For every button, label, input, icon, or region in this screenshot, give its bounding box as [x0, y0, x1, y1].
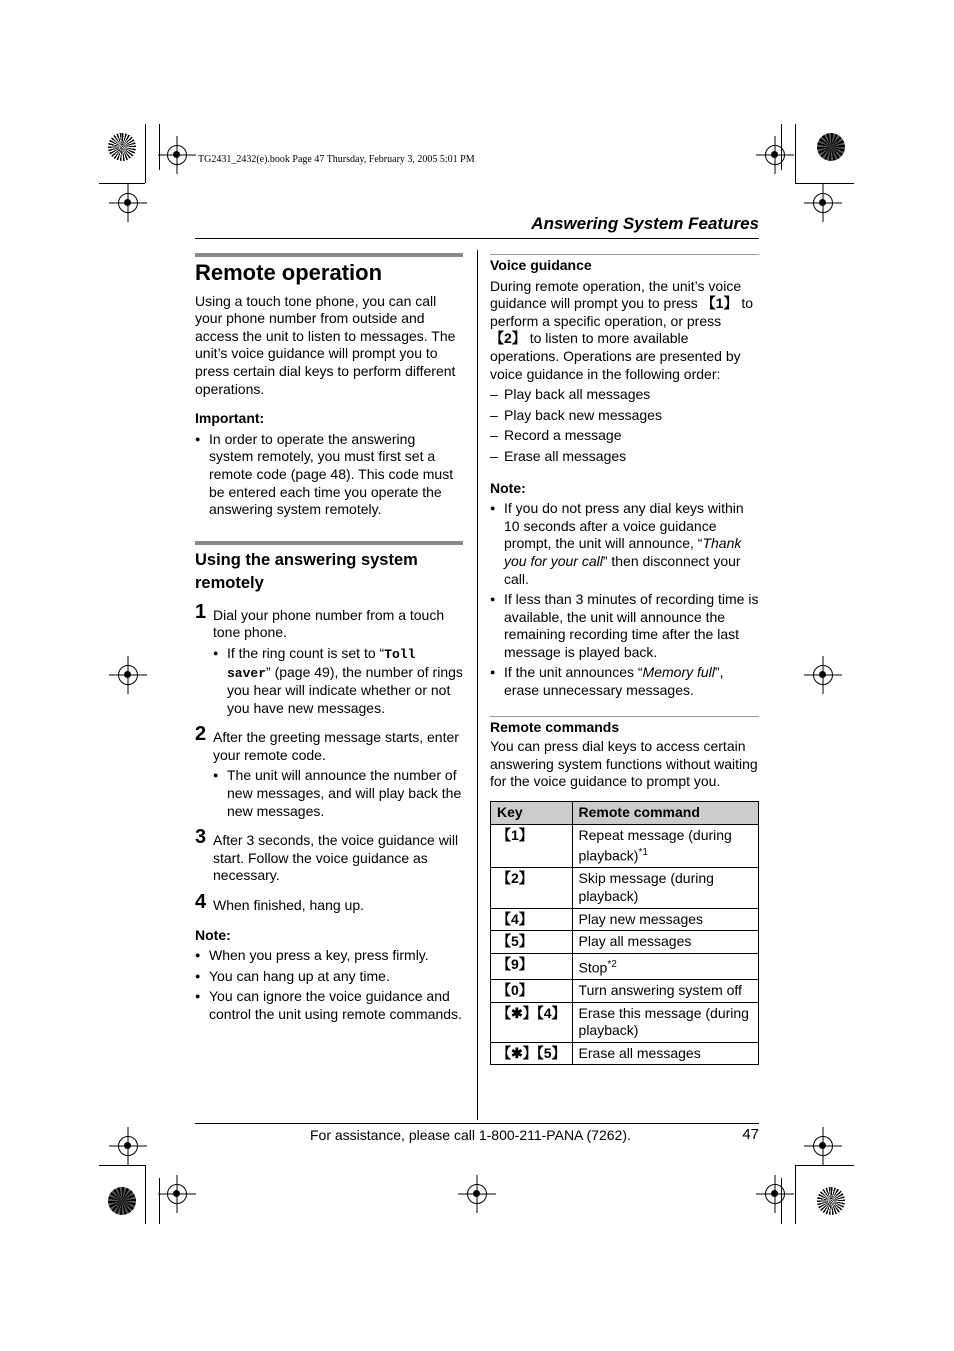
key-cell: 【5】	[491, 931, 573, 954]
step-text: After 3 seconds, the voice guidance will start. Follow the voice guidance as necessary.	[213, 832, 459, 884]
crosshair-icon	[118, 193, 138, 213]
note-item: ● You can hang up at any time.	[195, 968, 463, 986]
left-column	[195, 260, 463, 1024]
remote-commands-title: Remote commands	[490, 718, 620, 735]
page-number: 47	[742, 1126, 759, 1143]
file-info: TG2431_2432(e).book Page 47 Thursday, February 3, 2005 5:01 PM	[198, 154, 475, 165]
key-2-label: 【2】	[490, 330, 526, 347]
important-label: Important:	[195, 410, 265, 427]
footer-rule	[195, 1123, 759, 1124]
crosshair-icon	[765, 145, 785, 165]
key-cell: 【9】	[491, 953, 573, 979]
key-cell: 【1】	[491, 824, 573, 868]
registration-target-icon	[108, 1187, 136, 1215]
note-item: ● If you do not press any dial keys within 10 seconds after a voice guidance prompt, the unit will announce, “Thank you for your call” then disconnect your call.	[490, 500, 759, 588]
table-row	[491, 824, 759, 868]
remote-commands-table	[490, 801, 759, 1065]
registration-target-icon	[817, 133, 845, 161]
note-item: ● If less than 3 minutes of recording time is available, the unit will announce the remaining recording time after the last message is played back.	[490, 591, 759, 661]
footnote-ref: *2	[607, 958, 617, 970]
key-1-label: 【1】	[701, 295, 738, 312]
page-title: Remote operation	[195, 260, 383, 285]
footnote-ref: *1	[638, 847, 648, 859]
key-cell: 【4】	[491, 908, 573, 931]
remote-commands-intro: You can press dial keys to access certain answering system functions without waiting for the voice guidance to prompt you.	[490, 738, 758, 790]
table-row	[491, 931, 759, 954]
setting-name: Toll saver	[227, 646, 416, 681]
step-sub-item: ● The unit will announce the number of new messages, and will play back the new messages.	[213, 767, 463, 820]
command-cell: Erase this message (during playback)	[572, 1002, 758, 1042]
key-cell: 【✱】【4】	[491, 1002, 573, 1042]
command-cell: Play all messages	[572, 931, 758, 954]
voice-guidance-rule	[490, 254, 759, 255]
header-rule	[195, 238, 759, 239]
command-cell: Repeat message (during playback)$^{*1}$	[572, 824, 758, 868]
command-cell: Turn answering system off	[572, 980, 758, 1003]
crosshair-icon	[167, 145, 187, 165]
step-text: Dial your phone number from a touch tone phone.	[213, 606, 445, 641]
table-row	[491, 953, 759, 979]
crosshair-icon	[118, 665, 138, 685]
step-text: When finished, hang up.	[213, 897, 364, 914]
key-cell: 【0】	[491, 980, 573, 1003]
title-rule	[195, 253, 463, 257]
step-number: 3	[195, 826, 207, 849]
column-header-key: Key	[491, 802, 573, 825]
section-title: Answering System Features	[531, 214, 759, 233]
step-2	[195, 723, 463, 820]
note-item: ● If the unit announces “Memory full”, erase unnecessary messages.	[490, 664, 759, 699]
table-row	[491, 868, 759, 908]
order-item: – Record a message	[490, 427, 622, 444]
step-1	[195, 600, 463, 718]
subsection-title: Using the answering system remotely	[195, 550, 418, 592]
assistance-text: For assistance, please call 1-800-211-PANA (7262).	[310, 1127, 631, 1143]
key-cell: 【2】	[491, 868, 573, 908]
note-label: Note:	[490, 479, 526, 496]
command-cell: Erase all messages	[572, 1042, 758, 1065]
important-item: ● In order to operate the answering system remotely, you must first set a remote code (page 48). This code must be entered each time you operate the answering system remotely.	[195, 431, 463, 519]
step-text: After the greeting message starts, enter your remote code.	[213, 729, 459, 763]
column-divider	[477, 250, 478, 1120]
voice-guidance-paragraph: During remote operation, the unit’s voice guidance will prompt you to press 【1】 to perform a specific operation, or press 【2】 to listen to more available operations. Operations are presented by voice guidance in the following order:	[490, 277, 754, 382]
command-cell: Stop$^{*2}$	[572, 953, 758, 979]
note-item: ● When you press a key, press firmly.	[195, 947, 463, 965]
crosshair-icon	[813, 193, 833, 213]
table-row	[491, 1042, 759, 1065]
crosshair-icon	[813, 1136, 833, 1156]
registration-target-icon	[817, 1187, 845, 1215]
command-cell: Skip message (during playback)	[572, 868, 758, 908]
crosshair-icon	[813, 665, 833, 685]
order-item: – Play back new messages	[490, 406, 662, 423]
subsection-rule	[195, 541, 463, 545]
command-cell: Play new messages	[572, 908, 758, 931]
step-number: 4	[195, 891, 207, 914]
column-header-command: Remote command	[572, 802, 758, 825]
table-row	[491, 908, 759, 931]
intro-paragraph: Using a touch tone phone, you can call your phone number from outside and access the unit to listen to messages. The unit’s voice guidance will prompt you to press certain dial keys to perform different operations.	[195, 292, 456, 397]
step-sub-item: ● If the ring count is set to “Toll saver” (page 49), the number of rings you hear will indicate whether or not you have new messages.	[213, 645, 463, 717]
crosshair-icon	[118, 1136, 138, 1156]
crosshair-icon	[167, 1184, 187, 1204]
step-number: 2	[195, 723, 207, 746]
right-column	[490, 257, 759, 1065]
order-item: – Erase all messages	[490, 447, 627, 464]
table-row	[491, 1002, 759, 1042]
order-item: – Play back all messages	[490, 386, 651, 403]
crosshair-icon	[765, 1184, 785, 1204]
step-3	[195, 826, 463, 885]
note-item: ● You can ignore the voice guidance and control the unit using remote commands.	[195, 988, 463, 1023]
note-label: Note:	[195, 926, 231, 943]
voice-guidance-title: Voice guidance	[490, 257, 592, 273]
key-cell: 【✱】【5】	[491, 1042, 573, 1065]
table-row	[491, 980, 759, 1003]
table-header-row	[491, 802, 759, 825]
registration-target-icon	[108, 133, 136, 161]
step-4	[195, 891, 463, 915]
step-number: 1	[195, 600, 207, 623]
remote-commands-rule	[490, 716, 759, 717]
crosshair-icon	[467, 1184, 487, 1204]
